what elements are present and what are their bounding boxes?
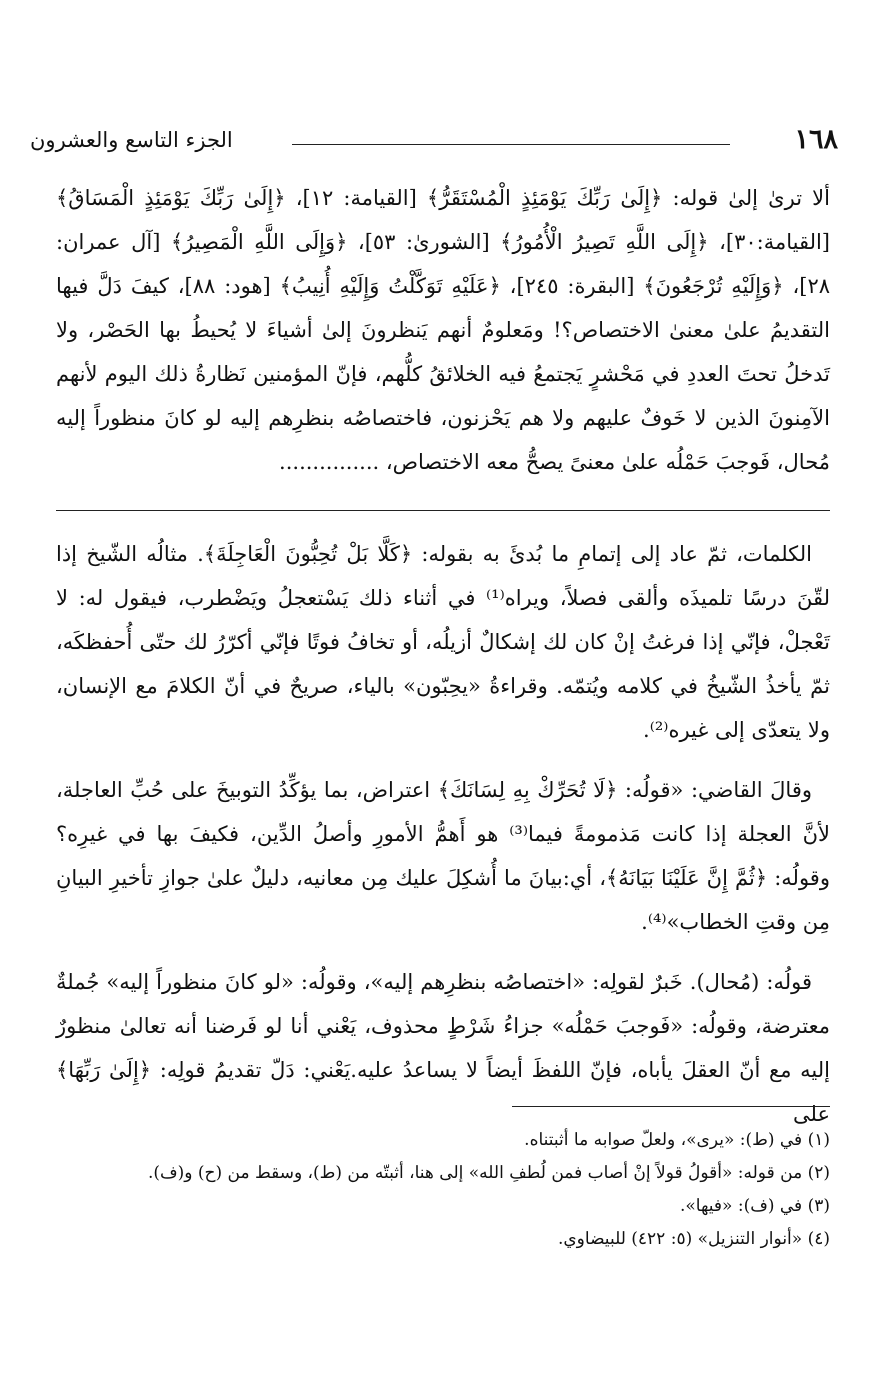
commentary-paragraph: قولُه: (مُحال). خَبرٌ لقولِه: «اختصاصُه بنظرِهم إليه»، وقولُه: «لو كانَ منظوراً إليه» جُملةٌ معترضة، وقولُه: «فَوجبَ حَمْلُه» جزاءُ شَرْطٍ محذوف، يَعْني أنا لو فَرضنا أنه تعالىٰ منظورٌ إليه مع أنّ العقلَ يأباه، فإنّ اللفظَ أيضاً لا يساعدُ عليه.يَعْني: دَلّ تقديمُ قولِه: ﴿إِلَىٰ رَبِّهَا﴾ على <box>56 970 830 1126</box>
commentary <box>56 532 830 1136</box>
footnote: (٤) «أنوار التنزيل» (٥: ٤٢٢) للبيضاوي. <box>557 1229 830 1249</box>
page-number: ١٦٨ <box>794 124 838 155</box>
running-title: الجزء التاسع والعشرون <box>30 128 233 152</box>
page-header <box>30 124 838 164</box>
footnotes <box>56 1124 830 1256</box>
footnote: (٢) من قوله: «أقولُ قولاً إنْ أصاب فمن لُطفِ الله» إلى هنا، أثبتّه من (ط)، وسقط من (ح) و(ف). <box>147 1163 830 1183</box>
commentary-paragraph: وقالَ القاضي: «قولُه: ﴿لَا تُحَرِّكْ بِهِ لِسَانَكَ﴾ اعتراض، بما يؤكِّدُ التوبيخَ على حُبِّ العاجلة، لأنَّ العجلة إذا كانت مَذمومةً فيما⁽³⁾ هو أَهمُّ الأمورِ وأصلُ الدِّين، فكيفَ بها في غيرِه؟ وقولُه: ﴿ثُمَّ إِنَّ عَلَيْنَا بَيَانَهُ﴾، أي:بيانَ ما أُشكِلَ عليك مِن معانيه، دليلٌ علىٰ جوازِ تأخيرِ البيانِ مِن وقتِ الخطاب»⁽⁴⁾. <box>56 778 830 934</box>
main-text <box>56 176 830 484</box>
header-rule <box>292 144 730 145</box>
footnote: (١) في (ط): «يرى»، ولعلّ صوابه ما أثبتناه. <box>524 1130 830 1150</box>
footnote-rule <box>512 1106 830 1107</box>
main-paragraph: ألا ترىٰ إلىٰ قوله: ﴿إِلَىٰ رَبِّكَ يَوْمَئِذٍ الْمُسْتَقَرُّ﴾ [القيامة: ١٢]، ﴿إِلَىٰ رَبِّكَ يَوْمَئِذٍ الْمَسَاقُ﴾ [القيامة:٣٠]، ﴿إِلَى اللَّهِ تَصِيرُ الْأُمُورُ﴾ [الشورىٰ: ٥٣]، ﴿وَإِلَى اللَّهِ الْمَصِيرُ﴾ [آل عمران: ٢٨]، ﴿وَإِلَيْهِ تُرْجَعُونَ﴾ [البقرة: ٢٤٥]، ﴿عَلَيْهِ تَوَكَّلْتُ وَإِلَيْهِ أُنِيبُ﴾ [هود: ٨٨]، كيفَ دَلَّ فيها التقديمُ علىٰ معنىٰ الاختصاص؟! ومَعلومٌ أنهم يَنظرونَ إلىٰ أشياءَ لا يُحيطُ بها الحَصْر، ولا تَدخلُ تحتَ العددِ في مَحْشرٍ يَجتمعُ فيه الخلائقُ كلُّهم، فإنّ المؤمنين نَظارةُ ذلك اليوم لأنهم الآمِنونَ الذين لا خَوفٌ عليهم ولا هم يَحْزنون، فاختصاصُه بنظرِهم إليه لو كانَ منظوراً إليه مُحال، فَوجبَ حَمْلُه علىٰ معنىً يصحُّ معه الاختصاص، ............... <box>56 186 830 474</box>
footnote: (٣) في (ف): «فيها». <box>679 1196 830 1216</box>
commentary-paragraph: الكلمات، ثمّ عاد إلى إتمامِ ما بُدئَ به بقوله: ﴿كَلَّا بَلْ تُحِبُّونَ الْعَاجِلَةَ﴾. مثالُه الشّيخ إذا لقّنَ درسًا تلميذَه وألقى فصلاً، ويراه⁽¹⁾ في أثناء ذلك يَسْتعجلُ ويَضْطرب، فيقول له: لا تَعْجلْ، فإنّي إذا فرغتُ إنْ كان لك إشكالٌ أزيلُه، أو تخافُ فوتًا فإنّي أكرّرُ لك حتّى أُحفظكَه، ثمّ يأخذُ الشّيخُ في كلامه ويُتمّه. وقراءةُ «يحِبّون» بالياء، صريحٌ في أنّ الكلامَ مع الإنسان، ولا يتعدّى إلى غيره⁽²⁾. <box>56 542 830 742</box>
section-divider <box>56 510 830 511</box>
